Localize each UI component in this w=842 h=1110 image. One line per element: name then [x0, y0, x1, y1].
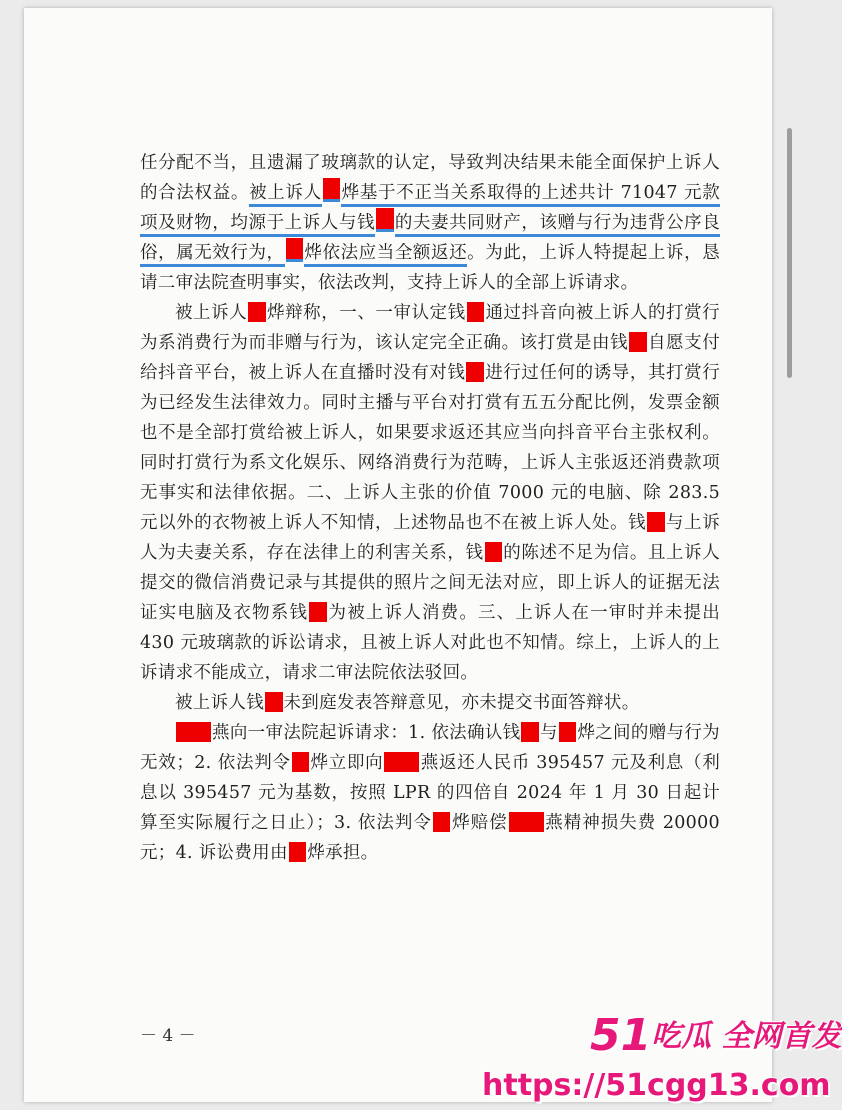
page-number: － 4 － — [140, 1026, 196, 1046]
document-body — [140, 148, 720, 868]
redaction-block — [629, 332, 647, 351]
redaction-block — [265, 692, 283, 711]
text-segment: 的陈述不足为信。且上诉人提交的微信消费记录与其提供的照片之间无法对应，即上诉人的证据无法证实电脑及衣物系钱 — [140, 543, 720, 623]
text-segment: 烨承担。 — [307, 843, 379, 863]
paragraph — [140, 298, 720, 688]
redaction-block — [647, 512, 665, 531]
text-segment: 燕向一审法院起诉请求：1. 依法确认钱 — [212, 723, 521, 743]
highlighted-text: 的夫妻共同财产，该赠与行为违背公序良俗，属无效行为， — [140, 213, 720, 267]
redaction-block — [433, 812, 451, 831]
text-segment: 未到庭发表答辩意见，亦未提交书面答辩状。 — [283, 693, 640, 713]
redaction-block — [323, 178, 341, 201]
redaction-block — [467, 302, 485, 321]
text-segment: 烨之间的赠与行为无效；2. 依法判令 — [140, 723, 720, 773]
redaction-block — [292, 752, 310, 771]
text-segment: 进行过任何的诱导，其打赏行为已经发生法律效力。同时主播与平台对打赏有五五分配比例，发票金额也不是全部打赏给被上诉人，如果要求返还其应当向抖音平台主张权利。同时打赏行为系文化娱乐、网络消费行为范畴，上诉人主张返还消费款项无事实和法律依据。二、上诉人主张的价值 7000 元的电脑、除 283.5 元以外的衣物被上诉人不知情，上述物品也不在被上诉人处。钱 — [140, 363, 720, 533]
text-segment: 为被上诉人消费。三、上诉人在一审时并未提出 430 元玻璃款的诉讼请求，且被上诉人对此也不知情。综上，上诉人的上诉请求不能成立，请求二审法院依法驳回。 — [140, 603, 720, 683]
document-page — [24, 8, 772, 1102]
paragraph — [140, 148, 720, 298]
redaction-block — [384, 752, 419, 771]
text-segment: 烨赔偿 — [451, 813, 508, 833]
redaction-block — [559, 722, 577, 741]
redaction-block — [248, 302, 266, 321]
watermark-brand-number: 51 — [590, 1010, 652, 1061]
redaction-block — [289, 842, 307, 861]
highlighted-text: 被上诉人 — [249, 183, 322, 207]
redaction-block — [485, 542, 503, 561]
redaction-block — [286, 238, 304, 261]
redaction-block — [521, 722, 539, 741]
highlighted-text: 烨依法应当全额返还 — [304, 243, 467, 267]
paragraph — [140, 688, 720, 718]
watermark-url: https://51cgg13.com — [482, 1068, 831, 1103]
redaction-block — [176, 722, 211, 741]
watermark-brand — [590, 1010, 842, 1061]
redaction-block — [376, 208, 394, 231]
text-segment: 与 — [539, 723, 558, 743]
redaction-block — [309, 602, 327, 621]
vertical-scrollbar[interactable] — [787, 128, 792, 378]
highlighted-text: 烨基于不正当关系取得的上述共计 71047 元款项及财物，均源于上诉人与钱 — [140, 183, 720, 237]
redaction-block — [466, 362, 484, 381]
paragraph — [140, 718, 720, 868]
text-segment: 被上诉人 — [175, 303, 248, 323]
text-segment: 任分配不当，且遗漏了玻璃款的认定，导致判决结果未能全面保护上诉人的合法权益。 — [140, 153, 720, 203]
text-segment: 。为此，上诉人特提起上诉，恳请二审法院查明事实，依法改判，支持上诉人的全部上诉请求。 — [140, 243, 721, 293]
watermark-brand-text: 吃瓜 全网首发 — [651, 1019, 842, 1054]
text-segment: 燕精神损失费 20000 元；4. 诉讼费用由 — [140, 813, 720, 863]
text-segment: 与上诉人为夫妻关系，存在法律上的利害关系，钱 — [140, 513, 720, 563]
text-segment: 燕返还人民币 395457 元及利息（利息以 395457 元为基数，按照 LPR 的四倍自 2024 年 1 月 30 日起计算至实际履行之日止）；3. 依法判令 — [140, 753, 721, 833]
text-segment: 烨立即向 — [310, 753, 384, 773]
redaction-block — [509, 812, 544, 831]
text-segment: 被上诉人钱 — [175, 693, 264, 713]
text-segment: 通过抖音向被上诉人的打赏行为系消费行为而非赠与行为，该认定完全正确。该打赏是由钱 — [140, 303, 720, 353]
text-segment: 烨辩称，一、一审认定钱 — [266, 303, 466, 323]
text-segment: 自愿支付给抖音平台，被上诉人在直播时没有对钱 — [140, 333, 720, 383]
